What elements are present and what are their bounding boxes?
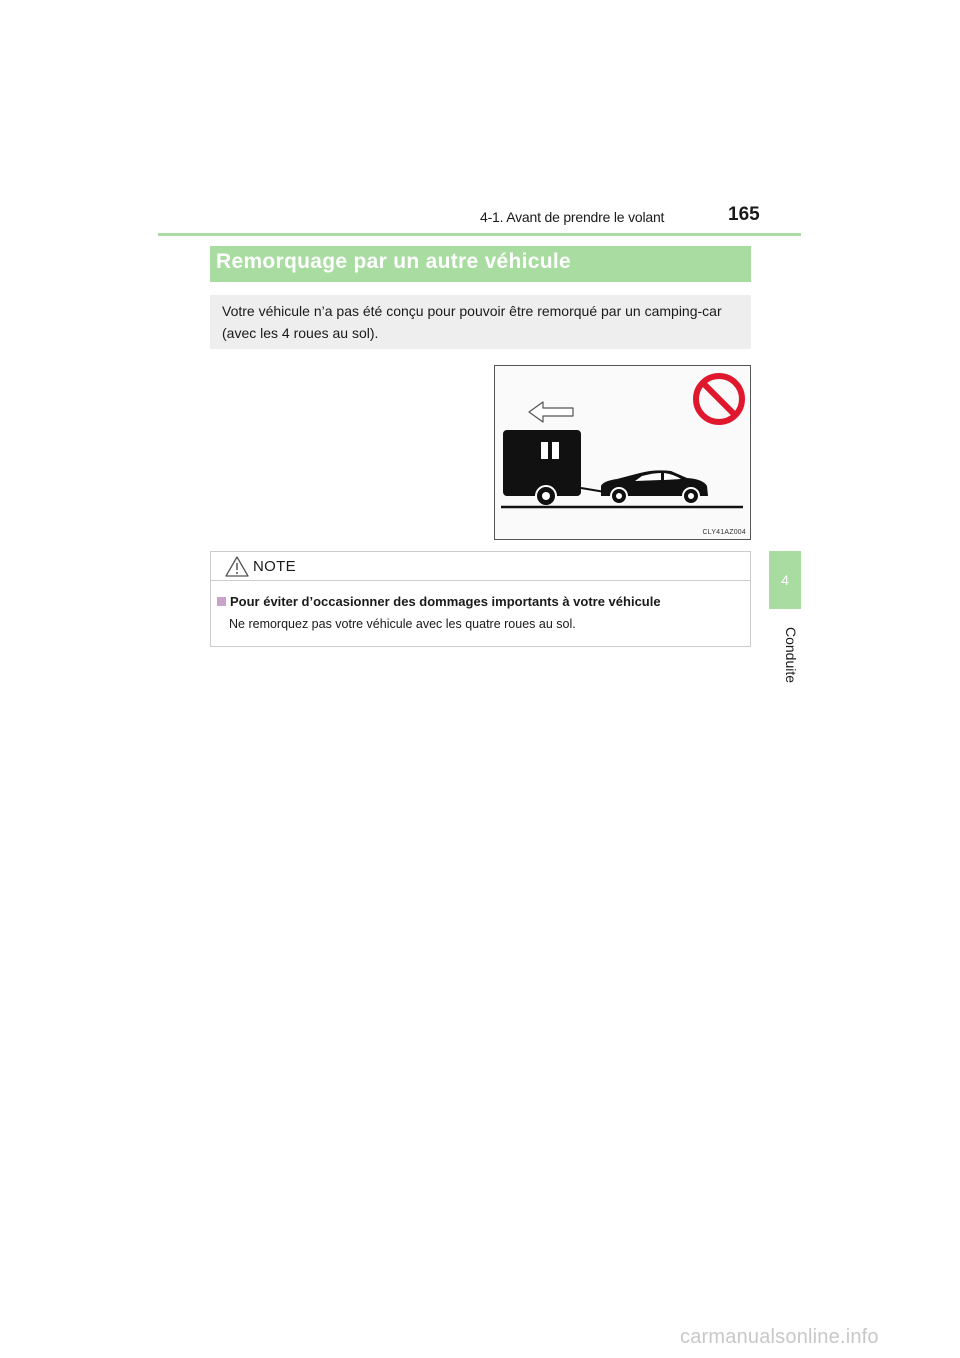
no-entry-icon (696, 376, 742, 422)
towing-illustration (494, 365, 751, 540)
page-number: 165 (728, 204, 760, 225)
intro-text: Votre véhicule n’a pas été conçu pour pouvoir être remorqué par un camping-car (avec les 4 roues au sol). (222, 303, 722, 341)
section-title-bar (210, 246, 751, 282)
chapter-number: 4 (781, 572, 789, 588)
watermark: carmanualsonline.info (680, 1326, 879, 1348)
image-code: CLY41AZ004 (702, 529, 746, 536)
chapter-tab[interactable] (769, 551, 801, 609)
note-body: Ne remorquez pas votre véhicule avec les quatre roues au sol. (229, 617, 576, 631)
header-divider (158, 233, 801, 236)
note-header (211, 552, 750, 581)
car-icon (601, 470, 708, 504)
chapter-label: Conduite (783, 626, 799, 684)
warning-triangle-icon (225, 556, 249, 577)
section-title: Remorquage par un autre véhicule (216, 250, 572, 273)
bullet-square-icon (217, 597, 226, 606)
arrow-left-icon (529, 402, 573, 422)
camper-icon (503, 430, 605, 506)
running-header-section: 4-1. Avant de prendre le volant (480, 209, 665, 225)
note-heading: Pour éviter d’occasionner des dommages importants à votre véhicule (230, 594, 661, 609)
note-box (210, 551, 751, 647)
intro-box (210, 295, 751, 349)
note-heading-row (217, 594, 661, 609)
note-title: NOTE (253, 558, 296, 575)
